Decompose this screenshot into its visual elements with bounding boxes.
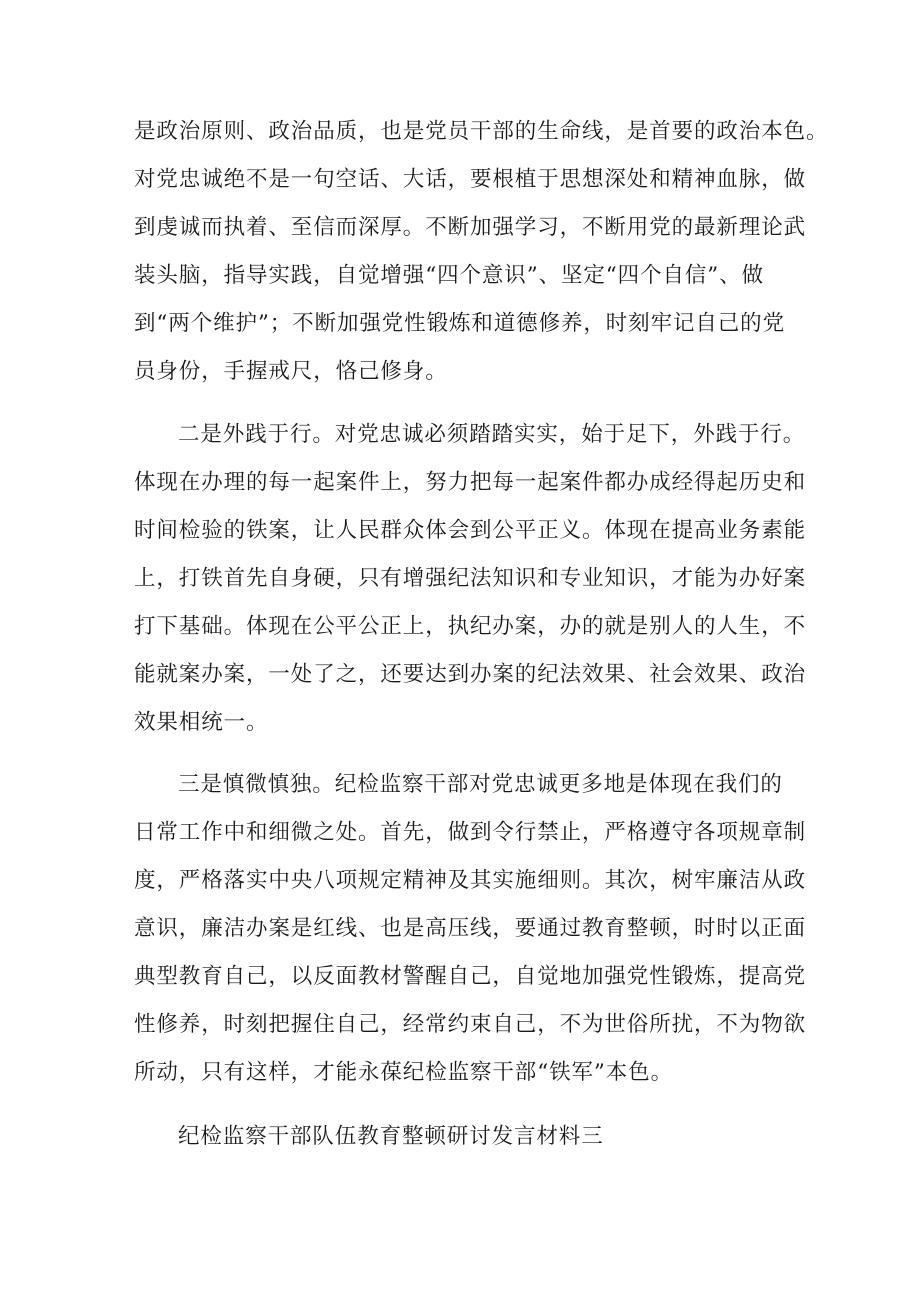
text-line: 上，打铁首先自身硬，只有增强纪法知识和专业知识，才能为办好案 bbox=[134, 566, 807, 591]
section-heading bbox=[134, 1113, 604, 1161]
text-line: 效果相统一。 bbox=[134, 710, 269, 735]
text-line: 到虔诚而执着、至信而深厚。不断加强学习，不断用党的最新理论武 bbox=[134, 215, 807, 240]
text-line: 所动，只有这样，才能永葆纪检监察干部“铁军”本色。 bbox=[134, 1060, 673, 1085]
text-line: 时间检验的铁案，让人民群众体会到公平正义。体现在提高业务素能 bbox=[134, 518, 807, 543]
heading-text: 纪检监察干部队伍教育整顿研讨发言材料三 bbox=[178, 1124, 604, 1149]
text-line: 装头脑，指导实践，自觉增强“四个意识”、坚定“四个自信”、做 bbox=[134, 263, 764, 288]
text-line: 打下基础。体现在公平公正上，执纪办案，办的就是别人的人生，不 bbox=[134, 614, 807, 639]
text-line: 性修养，时刻把握住自己，经常约束自己，不为世俗所扰，不为物欲 bbox=[134, 1012, 807, 1037]
text-line: 三是慎微慎独。纪检监察干部对党忠诚更多地是体现在我们的 bbox=[178, 772, 783, 797]
text-line: 到“两个维护”；不断加强党性锻炼和道德修养，时刻牢记自己的党 bbox=[134, 311, 785, 336]
text-line: 典型教育自己，以反面教材警醒自己，自觉地加强党性锻炼，提高党 bbox=[134, 964, 807, 989]
text-line: 度，严格落实中央八项规定精神及其实施细则。其次，树牢廉洁从政 bbox=[134, 868, 807, 893]
paragraph-practice-in-action bbox=[134, 411, 806, 747]
text-line: 二是外践于行。对党忠诚必须踏踏实实，始于足下，外践于行。 bbox=[178, 422, 806, 447]
text-line: 能就案办案，一处了之，还要达到办案的纪法效果、社会效果、政治 bbox=[134, 662, 807, 687]
text-line: 是政治原则、政治品质，也是党员干部的生命线，是首要的政治本色。 bbox=[134, 119, 829, 144]
text-line: 日常工作中和细微之处。首先，做到令行禁止，严格遵守各项规章制 bbox=[134, 820, 807, 845]
text-line: 体现在办理的每一起案件上，努力把每一起案件都办成经得起历史和 bbox=[134, 470, 807, 495]
paragraph-loyalty-study bbox=[134, 108, 828, 396]
text-line: 员身份，手握戒尺，恪己修身。 bbox=[134, 359, 448, 384]
paragraph-prudence bbox=[134, 761, 806, 1097]
text-line: 意识，廉洁办案是红线、也是高压线，要通过教育整顿，时时以正面 bbox=[134, 916, 807, 941]
text-line: 对党忠诚绝不是一句空话、大话，要根植于思想深处和精神血脉，做 bbox=[134, 167, 807, 192]
